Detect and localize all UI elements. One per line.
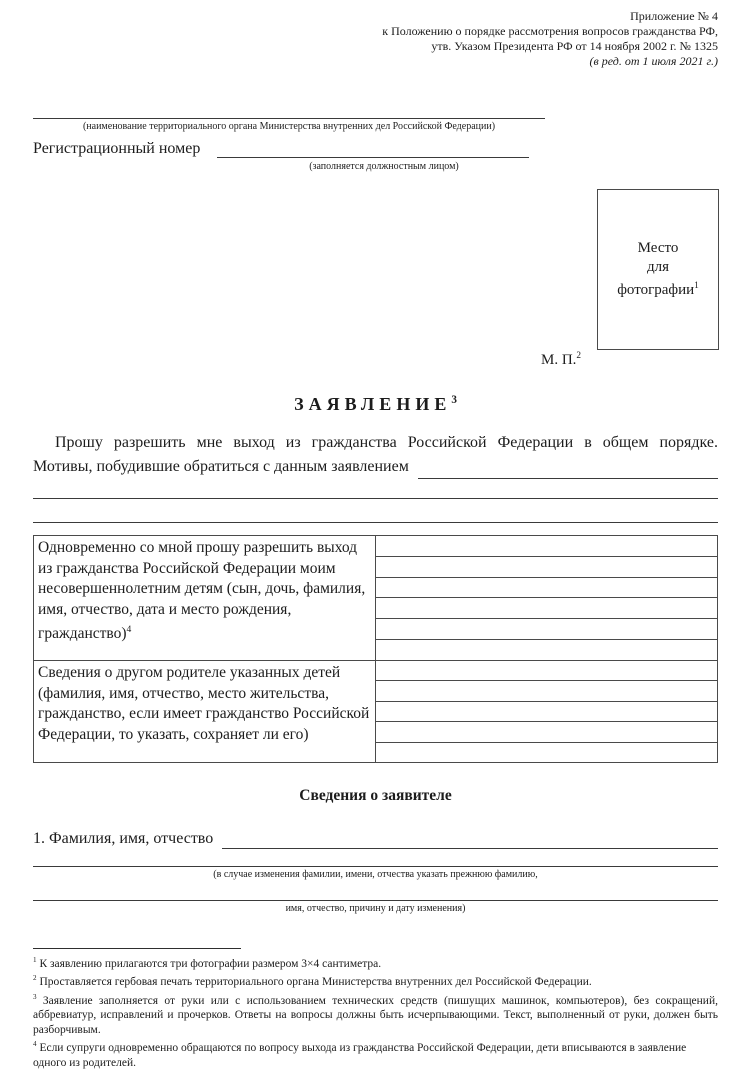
photo-text-line3: фотографии$^1$: [617, 281, 699, 298]
org-name-caption: (наименование территориального органа Министерства внутренних дел Российской Федерации): [82, 121, 496, 132]
footnote-2: $^2$ Проставляется гербовая печать территориального органа Министерства внутренних дел Российской Федерации.: [33, 974, 592, 989]
applicant-section-heading: Сведения о заявителе: [299, 787, 452, 804]
registration-number-caption: (заполняется должностным лицом): [309, 161, 459, 172]
document-header: [33, 0, 718, 69]
table-blank-cell[interactable]: [376, 702, 717, 722]
other-parent-section-label: Сведения о другом родителе указанных детей (фамилия, имя, отчество, место жительства, гражданство, если имеет гражданство Российской Федерации, то указать, сохраняет ли его): [34, 661, 376, 762]
intro-paragraph: [33, 431, 718, 479]
footnote-3: $^3$ Заявление заполняется от руки или с использованием технических средств (пишущих машинок, компьютеров), без сокращений, аббревиатур, исправлений и прочерков. Ответы на вопросы должны быть исчерпывающими. Текст, выполненный от руки, должен быть разборчивым.: [33, 992, 718, 1036]
footnote-separator: [33, 948, 241, 949]
full-name-line[interactable]: [222, 828, 718, 849]
stamp-place-mark: М. П.$^2$: [541, 351, 582, 368]
table-blank-cell[interactable]: [376, 722, 717, 742]
form-title: ЗАЯВЛЕНИЕ$^3$: [294, 394, 457, 414]
children-section: [34, 536, 717, 660]
table-blank-cell[interactable]: [376, 681, 717, 701]
name-change-line-1[interactable]: [33, 849, 718, 867]
footnote-4: $^4$ Если супруги одновременно обращаются по вопросу выхода из гражданства Российской Федерации, дети вписываются в заявление одного из родителей.: [33, 1040, 687, 1069]
motive-line-1[interactable]: [418, 458, 718, 479]
header-regulation-reference: к Положению о порядке рассмотрения вопросов гражданства РФ,: [382, 24, 718, 38]
footnotes-block: [33, 953, 718, 1070]
full-name-label: 1. Фамилия, имя, отчество: [33, 830, 214, 847]
table-blank-cell[interactable]: [376, 661, 717, 681]
photo-text-line1: Место: [637, 240, 679, 256]
full-name-field-row: [33, 829, 718, 849]
name-change-line-2[interactable]: [33, 880, 718, 901]
intro-request-text: Прошу разрешить мне выход из гражданства Российской Федерации в общем порядке.: [55, 434, 718, 451]
children-section-label: Одновременно со мной прошу разрешить выход из гражданства Российской Федерации моим несовершеннолетним детям (сын, дочь, фамилия, имя, отчество, дата и место рождения, гражданство)$^4$: [34, 536, 376, 660]
table-blank-cell[interactable]: [376, 557, 717, 578]
other-parent-blank-cells: [376, 661, 717, 762]
intro-motives-label: Мотивы, побудившие обратиться с данным заявлением: [33, 458, 409, 475]
photo-placeholder-text: [617, 239, 699, 300]
motive-line-2[interactable]: [33, 479, 718, 499]
header-decree-reference: утв. Указом Президента РФ от 14 ноября 2002 г. № 1325: [431, 39, 718, 53]
photo-text-line2: для: [646, 259, 670, 275]
table-blank-cell[interactable]: [376, 536, 717, 557]
table-blank-cell[interactable]: [376, 619, 717, 640]
table-blank-cell[interactable]: [376, 640, 717, 660]
motive-line-3[interactable]: [33, 499, 718, 523]
other-parent-section: [34, 660, 717, 762]
name-change-caption-1: (в случае изменения фамилии, имени, отчества указать прежнюю фамилию,: [213, 869, 538, 880]
header-revision-note: (в ред. от 1 июля 2021 г.): [589, 54, 718, 68]
footnote-1: $^1$ К заявлению прилагаются три фотографии размером 3×4 сантиметра.: [33, 956, 382, 970]
children-parent-table: [33, 535, 718, 763]
intro-motives-row: [33, 455, 718, 479]
registration-number-row: [33, 139, 718, 158]
table-blank-cell[interactable]: [376, 743, 717, 762]
header-appendix-number: Приложение № 4: [630, 9, 718, 23]
name-change-caption-2: имя, отчество, причину и дату изменения): [285, 903, 466, 914]
table-blank-cell[interactable]: [376, 598, 717, 619]
registration-number-label: Регистрационный номер: [33, 140, 201, 157]
table-blank-cell[interactable]: [376, 578, 717, 599]
registration-number-line[interactable]: [217, 140, 529, 158]
children-blank-cells: [376, 536, 717, 660]
org-name-line[interactable]: [33, 118, 545, 119]
photo-placeholder-box: [597, 189, 719, 350]
